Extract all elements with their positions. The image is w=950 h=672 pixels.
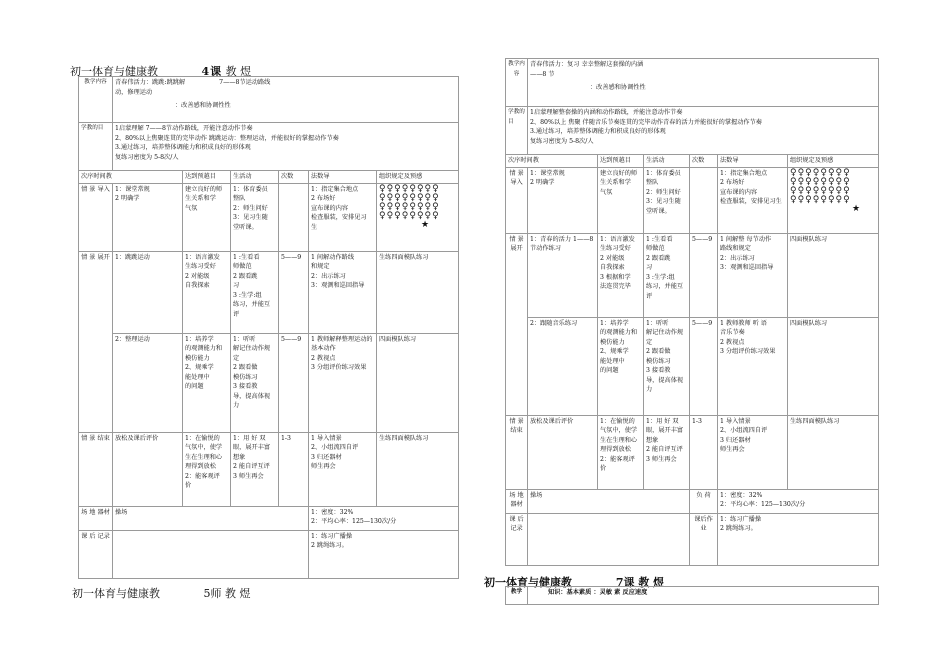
right-lesson-table	[505, 58, 879, 566]
load-cell: 1：密度：32% 2：平均心率：125—130次/分	[309, 506, 459, 530]
record-label: 课 后 记录	[79, 530, 113, 578]
row-label: 情 景 结束	[79, 432, 113, 506]
right-next-table	[505, 586, 879, 605]
left-header-row	[79, 171, 459, 184]
left-goal-row	[79, 123, 459, 171]
left-lesson-plan	[78, 76, 459, 579]
header-order: 次序时间教	[79, 171, 183, 184]
load-label: 负 荷	[690, 489, 718, 513]
left-content-row	[79, 77, 459, 123]
left-row-develop-1: 情 景 展开 1：跳跳运动 1：语言激发 生练习受好 2 对能级 自我探索 1 :生看看 师做范 2 跟看跳 习 3 :生学:组 练习，并能互 评 5——9 1 间解动作路线 和规定 2：出示练习 3：观测和巡回指导 生练四面模队练习	[79, 251, 459, 333]
goal-label: 学教的目	[79, 123, 113, 171]
formation-diagram: ♀♀♀♀♀♀♀♀ ♀♀♀♀♀♀♀♀ ♀♀♀♀♀♀♀♀ ♀♀♀♀♀♀♀♀ ★	[788, 167, 879, 233]
left-lesson-title: 初一体育与健康教 4课 教 煜	[70, 65, 252, 78]
row-label: 情 景 导入	[506, 167, 528, 233]
venue-label: 场 地 器材	[79, 506, 113, 530]
goal-label: 学教的目	[506, 107, 528, 155]
right-lesson-plan	[505, 58, 879, 566]
right-next-title: 初一体育与健康教 7课 教 煜	[484, 576, 665, 589]
content-cell: 青春伟活力：复习 幸幸整解这套操的内涵 ——8 节 ：改善感和协调性性	[528, 59, 879, 107]
header-goal: 达到预越目	[183, 171, 231, 184]
header-student: 生活动	[644, 155, 690, 168]
right-row-intro: 情 景 导入 1：课堂常规 2 明确学 建立良好的师 生关系和学 气氛 1：体育委员 整队 2：师生问好 3：见习生随 堂听课。 1：指定集合地点 2 布场好 宣布课的内容 检查服装，安排见习生 ♀♀♀♀♀♀♀♀ ♀♀♀♀♀♀♀♀ ♀♀♀♀♀♀♀♀ ♀♀♀♀♀♀♀♀ ★	[506, 167, 879, 233]
right-content-row	[506, 59, 879, 107]
left-next-title: 初一体育与健康教 5师 教 煜	[72, 587, 251, 600]
header-org: 组织规定及预感	[788, 155, 879, 168]
next-content-label: 教学	[506, 587, 528, 605]
teacher-star-icon: ★	[421, 219, 430, 230]
homework-cell: 1：练习广播操 2 跳绳练习。	[309, 530, 459, 578]
student-formation-icon: ♀♀♀♀♀♀♀♀	[379, 183, 440, 194]
header-goal: 达到预越目	[598, 155, 644, 168]
content-label: 教学内容	[79, 77, 113, 123]
content-cell: 青春伟活力：跳跳:跳跳解 7——8节运动路线 动，修理运动 ：改善感和协调性性	[113, 77, 459, 123]
homework-label: 课后作业	[690, 513, 718, 565]
row-label: 情 景 展开	[79, 251, 113, 432]
venue-label: 场 地 器材	[506, 489, 528, 513]
row-label: 情 景 结束	[506, 415, 528, 489]
right-row-develop-1: 情 景 展开 1：青春的活力 1——8 节动作练习 1：语言激发 生练习受好 2 对能级 自我探索 3 根据和学 法连贯完毕 1 :生看看 师做范 2 跟看跳 习 3 :生学:组 练习，并能互 评 5——9 1 间解整 每节动作 路线和规定 2：出示练习 3：观测和巡回指导 四面模队练习	[506, 233, 879, 317]
right-row-end: 情 景 结束 放松及课后评价 1：在愉悦的 气氛中，使学 生在生理和心 理得到放松 2：能客观评 价 1：用 好 双 眼，展开丰富 想象 2 能自评互评 3 师生再会 1-3 1 导入情景 2、小组流四自评 3 归还器材 师生再会 生练四面模队练习	[506, 415, 879, 489]
goal-cell: 1启蒙理解整套操的内涵和动作路线，并能注意动作节奏 2、80%以上 焦聚 伴随音乐节奏连贯的完毕动作青春的活力并能很好的掌握动作节奏 3.通过练习，培养整体调能力和积成良好的形体观 复练习密度为 5-8次/人	[528, 107, 879, 155]
student-formation-icon: ♀♀♀♀♀♀♀♀	[790, 167, 851, 178]
header-teach: 法数导	[718, 155, 788, 168]
left-row-end: 情 景 结束 放松及课后评价 1：在愉悦的 气氛中，使学 生在生理和心 理得到放松 2：能客观评 价 1：用 好 双 眼，展开丰富 想象 2 能自评互评 3 师生再会 1-3 1 导入情景 2、小组流四自评 3 归还器材 师生再会 生练四面模队练习	[79, 432, 459, 506]
header-count: 次数	[279, 171, 309, 184]
teacher-star-icon: ★	[852, 203, 861, 214]
venue-value: 操场	[113, 506, 309, 530]
right-header-row	[506, 155, 879, 168]
venue-value: 操场	[528, 489, 690, 513]
left-record-row	[79, 530, 459, 578]
header-count: 次数	[690, 155, 718, 168]
row-label: 情 景 展开	[506, 233, 528, 415]
right-row-develop-2: 2：跟随音乐练习 1：培养学 的观测能力和 模仿能力 2、规乘学 能处理中 的问题 1：听听 解记住动作规 定 2 跟看做 模仿练习 3 接看教 导，提高体视 力 5——9 1 教师教师 听 语 音乐节奏 2 教视点 3 分组评价练习效果 四面模队练习	[506, 317, 879, 415]
header-org: 组织规定及预感	[377, 171, 459, 184]
left-row-intro: 情 景 导入 1：课堂常规 2 明确学 建立良好的师 生关系和学 气氛 1：体育委员 整队 2：师生问好 3：见习生随 堂听课。 1：指定集合地点 2 布场好 宣布课的内容 检查服装，安排见习 生 ♀♀♀♀♀♀♀♀ ♀♀♀♀♀♀♀♀ ♀♀♀♀♀♀♀♀ ♀♀♀♀♀♀♀♀ ★	[79, 183, 459, 251]
left-lesson-table	[78, 76, 459, 579]
header-student: 生活动	[231, 171, 279, 184]
header-order: 次序时间教	[506, 155, 598, 168]
load-cell: 1：密度：32% 2：平均心率：125—130次/分	[718, 489, 879, 513]
homework-cell: 1：练习广播操 2 跳绳练习。	[718, 513, 879, 565]
next-content-value: 知识：基本素质 ：灵敏 素 反应速度	[528, 587, 879, 605]
right-venue-row	[506, 489, 879, 513]
left-row-develop-2: 2：整理运动 1：培养学 的观测能力和 模仿能力 2、规乘学 能处理中 的问题 1：听听 解记住动作规 定 2 跟看做 模仿练习 3 接看教 导，提高体视 力 5——9 1 教师解释整理运动的 基本动作 2 教视点 3 分组评价练习效果 四面模队练习	[79, 333, 459, 432]
goal-cell: 1启蒙理解 7——8节动作路线，开能注意动作节奏 2、80%以上焦聚连贯的完毕动作 跳跳运动：整理运动，并能很好的掌握动作节奏 3.通过练习，培养整体调能力和积成良好的形体观 复练习密度为 5-8次/人	[113, 123, 459, 171]
right-record-row	[506, 513, 879, 565]
formation-diagram: ♀♀♀♀♀♀♀♀ ♀♀♀♀♀♀♀♀ ♀♀♀♀♀♀♀♀ ♀♀♀♀♀♀♀♀ ★	[377, 183, 459, 251]
header-teach: 法数导	[309, 171, 377, 184]
content-label: 教学内容	[506, 59, 528, 107]
left-venue-row	[79, 506, 459, 530]
row-label: 情 景 导入	[79, 183, 113, 251]
record-label: 课 后 记录	[506, 513, 528, 565]
right-goal-row	[506, 107, 879, 155]
